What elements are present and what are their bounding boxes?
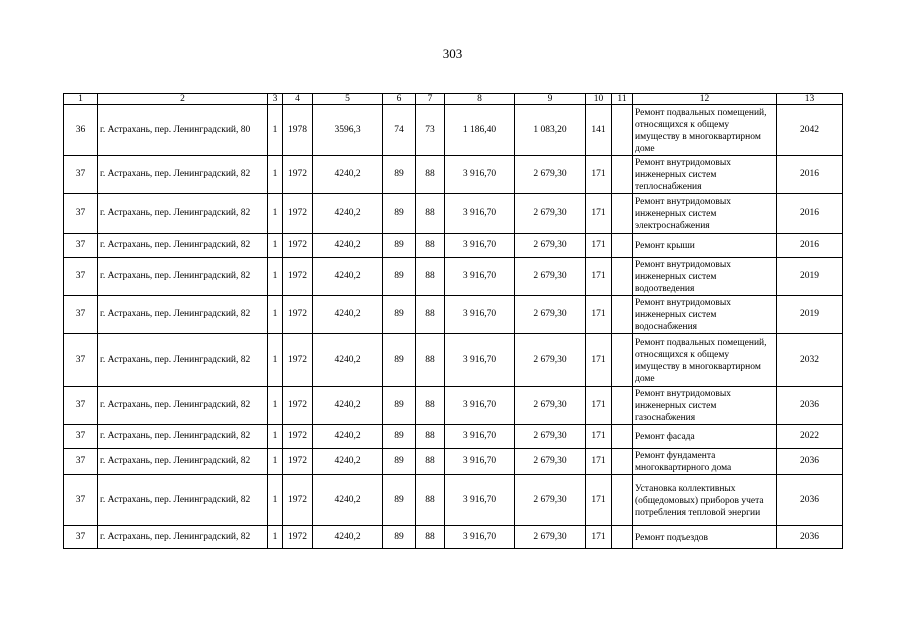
cell-apartments: 89 (383, 334, 416, 387)
cell-apartments: 89 (383, 475, 416, 526)
cell-row-index: 37 (64, 258, 98, 296)
cell-year-built: 1972 (283, 475, 313, 526)
cell-area-a: 3 916,70 (445, 296, 515, 334)
cell-row-index: 37 (64, 194, 98, 234)
cell-year-built: 1972 (283, 387, 313, 425)
cell-planned-year: 2042 (777, 105, 843, 156)
cell-area-a: 3 916,70 (445, 156, 515, 194)
cell-area-a: 1 186,40 (445, 105, 515, 156)
cell-apartments: 89 (383, 296, 416, 334)
cell-residential-units: 88 (416, 194, 445, 234)
cell-work-type: Ремонт внутридомовых инженерных систем водоотведения (633, 258, 777, 296)
cell-residents: 171 (586, 526, 612, 549)
cell-work-type: Ремонт подвальных помещений, относящихся к общему имуществу в многоквартирном доме (633, 334, 777, 387)
cell-area-b: 2 679,30 (515, 194, 586, 234)
cell-row-index: 37 (64, 387, 98, 425)
cell-buildings: 1 (268, 296, 283, 334)
cell-col-11 (612, 194, 633, 234)
table-row (64, 334, 843, 387)
cell-residents: 171 (586, 475, 612, 526)
cell-area-a: 3 916,70 (445, 526, 515, 549)
cell-area-b: 2 679,30 (515, 387, 586, 425)
cell-year-built: 1972 (283, 234, 313, 258)
column-header: 9 (515, 94, 586, 105)
cell-col-11 (612, 258, 633, 296)
cell-work-type: Ремонт фасада (633, 425, 777, 449)
cell-planned-year: 2019 (777, 296, 843, 334)
table-row (64, 296, 843, 334)
register-body (64, 105, 843, 549)
cell-residential-units: 73 (416, 105, 445, 156)
cell-planned-year: 2036 (777, 387, 843, 425)
cell-residential-units: 88 (416, 334, 445, 387)
cell-residential-units: 88 (416, 387, 445, 425)
cell-work-type: Ремонт подъездов (633, 526, 777, 549)
cell-col-11 (612, 234, 633, 258)
cell-apartments: 89 (383, 425, 416, 449)
cell-work-type: Ремонт внутридомовых инженерных систем теплоснабжения (633, 156, 777, 194)
cell-address: г. Астрахань, пер. Ленинградский, 82 (98, 475, 268, 526)
cell-address: г. Астрахань, пер. Ленинградский, 82 (98, 234, 268, 258)
cell-work-type: Ремонт фундамента многоквартирного дома (633, 449, 777, 475)
cell-residential-units: 88 (416, 425, 445, 449)
column-number-header (64, 94, 843, 105)
cell-row-index: 37 (64, 449, 98, 475)
cell-col-11 (612, 425, 633, 449)
cell-area-a: 3 916,70 (445, 449, 515, 475)
cell-area-a: 3 916,70 (445, 387, 515, 425)
cell-year-built: 1972 (283, 334, 313, 387)
cell-buildings: 1 (268, 449, 283, 475)
cell-total-area: 4240,2 (313, 194, 383, 234)
cell-col-11 (612, 334, 633, 387)
cell-year-built: 1972 (283, 194, 313, 234)
cell-total-area: 4240,2 (313, 475, 383, 526)
cell-row-index: 37 (64, 156, 98, 194)
cell-work-type: Ремонт подвальных помещений, относящихся к общему имуществу в многоквартирном доме (633, 105, 777, 156)
cell-buildings: 1 (268, 258, 283, 296)
cell-total-area: 4240,2 (313, 526, 383, 549)
cell-buildings: 1 (268, 387, 283, 425)
cell-residential-units: 88 (416, 156, 445, 194)
cell-area-b: 2 679,30 (515, 296, 586, 334)
cell-total-area: 4240,2 (313, 425, 383, 449)
table-row (64, 234, 843, 258)
cell-area-a: 3 916,70 (445, 334, 515, 387)
cell-residential-units: 88 (416, 296, 445, 334)
cell-residents: 171 (586, 387, 612, 425)
cell-buildings: 1 (268, 156, 283, 194)
cell-col-11 (612, 475, 633, 526)
cell-area-b: 2 679,30 (515, 425, 586, 449)
cell-residents: 171 (586, 156, 612, 194)
table-row (64, 194, 843, 234)
column-header: 2 (98, 94, 268, 105)
table-row (64, 425, 843, 449)
cell-apartments: 89 (383, 449, 416, 475)
cell-area-b: 1 083,20 (515, 105, 586, 156)
cell-year-built: 1972 (283, 156, 313, 194)
column-header: 5 (313, 94, 383, 105)
table-row (64, 258, 843, 296)
cell-row-index: 37 (64, 234, 98, 258)
cell-residential-units: 88 (416, 526, 445, 549)
cell-col-11 (612, 105, 633, 156)
cell-row-index: 37 (64, 475, 98, 526)
column-header: 3 (268, 94, 283, 105)
cell-row-index: 37 (64, 425, 98, 449)
cell-address: г. Астрахань, пер. Ленинградский, 82 (98, 526, 268, 549)
cell-total-area: 4240,2 (313, 296, 383, 334)
header-row (64, 94, 843, 105)
cell-apartments: 89 (383, 234, 416, 258)
cell-address: г. Астрахань, пер. Ленинградский, 82 (98, 194, 268, 234)
cell-planned-year: 2032 (777, 334, 843, 387)
table-row (64, 526, 843, 549)
cell-col-11 (612, 449, 633, 475)
cell-residents: 171 (586, 258, 612, 296)
cell-col-11 (612, 387, 633, 425)
cell-apartments: 89 (383, 258, 416, 296)
cell-apartments: 74 (383, 105, 416, 156)
cell-apartments: 89 (383, 194, 416, 234)
cell-total-area: 4240,2 (313, 234, 383, 258)
cell-area-b: 2 679,30 (515, 449, 586, 475)
cell-residents: 171 (586, 296, 612, 334)
table-row (64, 475, 843, 526)
column-header: 10 (586, 94, 612, 105)
cell-residents: 171 (586, 425, 612, 449)
cell-planned-year: 2016 (777, 234, 843, 258)
column-header: 11 (612, 94, 633, 105)
cell-work-type: Ремонт внутридомовых инженерных систем водоснабжения (633, 296, 777, 334)
cell-total-area: 4240,2 (313, 449, 383, 475)
cell-address: г. Астрахань, пер. Ленинградский, 82 (98, 334, 268, 387)
cell-year-built: 1972 (283, 425, 313, 449)
cell-planned-year: 2016 (777, 156, 843, 194)
cell-year-built: 1972 (283, 258, 313, 296)
cell-planned-year: 2036 (777, 475, 843, 526)
cell-buildings: 1 (268, 234, 283, 258)
cell-row-index: 36 (64, 105, 98, 156)
cell-apartments: 89 (383, 156, 416, 194)
cell-buildings: 1 (268, 105, 283, 156)
cell-area-a: 3 916,70 (445, 475, 515, 526)
cell-residential-units: 88 (416, 258, 445, 296)
cell-residential-units: 88 (416, 449, 445, 475)
cell-address: г. Астрахань, пер. Ленинградский, 80 (98, 105, 268, 156)
cell-area-b: 2 679,30 (515, 156, 586, 194)
cell-address: г. Астрахань, пер. Ленинградский, 82 (98, 449, 268, 475)
cell-residents: 141 (586, 105, 612, 156)
cell-year-built: 1972 (283, 296, 313, 334)
cell-residents: 171 (586, 334, 612, 387)
cell-total-area: 4240,2 (313, 258, 383, 296)
column-header: 7 (416, 94, 445, 105)
cell-planned-year: 2016 (777, 194, 843, 234)
cell-work-type: Установка коллективных (общедомовых) приборов учета потребления тепловой энергии (633, 475, 777, 526)
column-header: 13 (777, 94, 843, 105)
cell-col-11 (612, 156, 633, 194)
housing-register-table (63, 93, 843, 549)
cell-year-built: 1972 (283, 449, 313, 475)
cell-area-a: 3 916,70 (445, 194, 515, 234)
cell-apartments: 89 (383, 526, 416, 549)
cell-total-area: 3596,3 (313, 105, 383, 156)
column-header: 6 (383, 94, 416, 105)
cell-buildings: 1 (268, 334, 283, 387)
cell-total-area: 4240,2 (313, 387, 383, 425)
cell-planned-year: 2036 (777, 449, 843, 475)
cell-row-index: 37 (64, 334, 98, 387)
cell-col-11 (612, 526, 633, 549)
cell-residents: 171 (586, 234, 612, 258)
cell-work-type: Ремонт крыши (633, 234, 777, 258)
cell-address: г. Астрахань, пер. Ленинградский, 82 (98, 387, 268, 425)
cell-buildings: 1 (268, 475, 283, 526)
column-header: 8 (445, 94, 515, 105)
column-header: 1 (64, 94, 98, 105)
cell-planned-year: 2036 (777, 526, 843, 549)
column-header: 12 (633, 94, 777, 105)
cell-address: г. Астрахань, пер. Ленинградский, 82 (98, 296, 268, 334)
cell-work-type: Ремонт внутридомовых инженерных систем электроснабжения (633, 194, 777, 234)
cell-total-area: 4240,2 (313, 334, 383, 387)
cell-year-built: 1972 (283, 526, 313, 549)
cell-residents: 171 (586, 194, 612, 234)
cell-planned-year: 2022 (777, 425, 843, 449)
cell-row-index: 37 (64, 296, 98, 334)
cell-total-area: 4240,2 (313, 156, 383, 194)
cell-area-b: 2 679,30 (515, 334, 586, 387)
cell-buildings: 1 (268, 194, 283, 234)
cell-buildings: 1 (268, 526, 283, 549)
cell-year-built: 1978 (283, 105, 313, 156)
cell-area-a: 3 916,70 (445, 425, 515, 449)
cell-residential-units: 88 (416, 475, 445, 526)
table-row (64, 387, 843, 425)
cell-address: г. Астрахань, пер. Ленинградский, 82 (98, 258, 268, 296)
cell-row-index: 37 (64, 526, 98, 549)
cell-area-b: 2 679,30 (515, 526, 586, 549)
cell-area-a: 3 916,70 (445, 234, 515, 258)
table-row (64, 105, 843, 156)
cell-address: г. Астрахань, пер. Ленинградский, 82 (98, 156, 268, 194)
cell-area-b: 2 679,30 (515, 258, 586, 296)
cell-residential-units: 88 (416, 234, 445, 258)
cell-work-type: Ремонт внутридомовых инженерных систем газоснабжения (633, 387, 777, 425)
cell-col-11 (612, 296, 633, 334)
cell-planned-year: 2019 (777, 258, 843, 296)
cell-apartments: 89 (383, 387, 416, 425)
column-header: 4 (283, 94, 313, 105)
cell-area-b: 2 679,30 (515, 475, 586, 526)
cell-address: г. Астрахань, пер. Ленинградский, 82 (98, 425, 268, 449)
table-row (64, 156, 843, 194)
page-number: 303 (442, 46, 463, 61)
table-row (64, 449, 843, 475)
cell-buildings: 1 (268, 425, 283, 449)
cell-area-b: 2 679,30 (515, 234, 586, 258)
cell-residents: 171 (586, 449, 612, 475)
cell-area-a: 3 916,70 (445, 258, 515, 296)
